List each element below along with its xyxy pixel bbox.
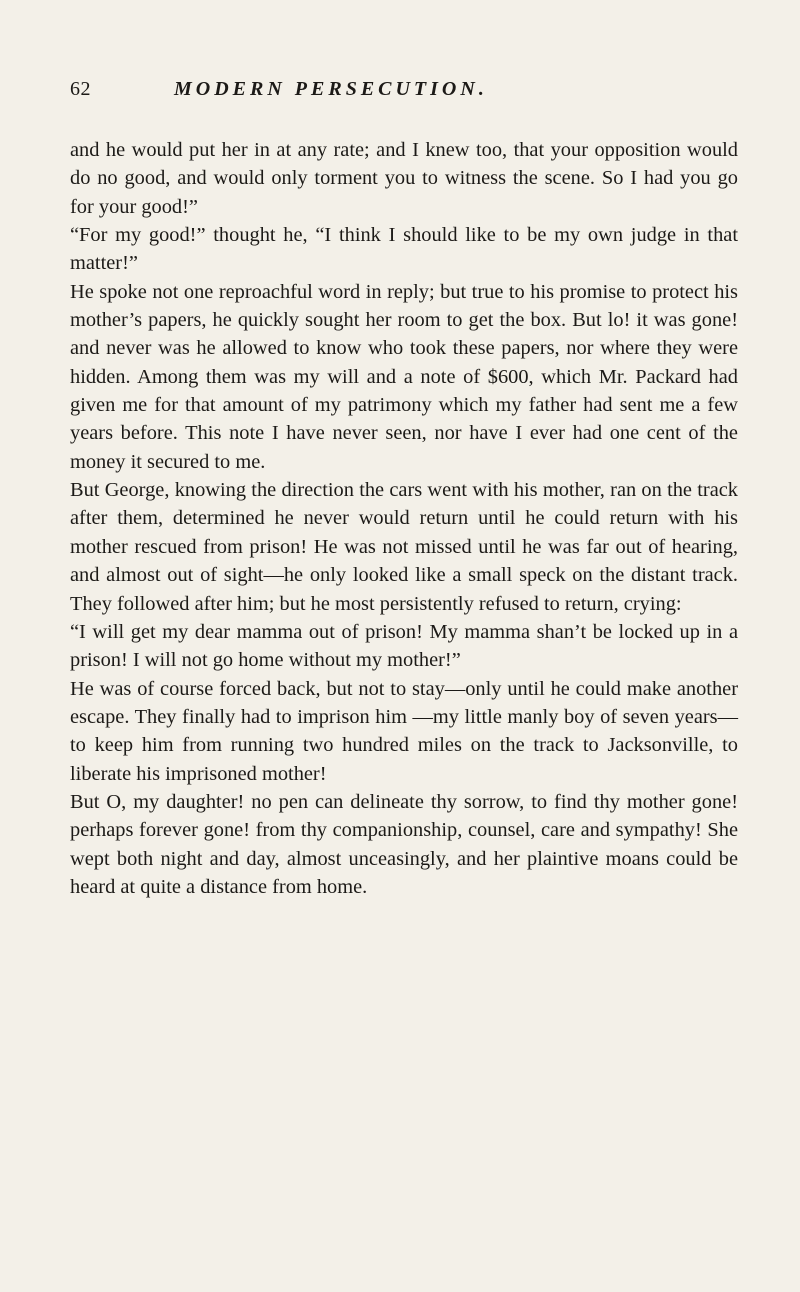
paragraph: He was of course forced back, but not to stay—only until he could make another escape. They finally had to imprison him —my little manly boy of seven years—to keep him from running two hundred miles on the track to Jacksonville, to liberate his imprisoned mother!	[70, 677, 738, 785]
body-text	[70, 136, 738, 901]
paragraph: He spoke not one reproachful word in reply; but true to his promise to protect his mother’s papers, he quickly sought her room to get the box. But lo! it was gone! and never was he allowed to know who took these papers, nor where they were hidden. Among them was my will and a note of $600, which Mr. Packard had given me for that amount of my patrimony which my father had sent me a few years before. This note I have never seen, nor have I ever had one cent of the money it secured to me.	[70, 280, 738, 473]
paragraph: But O, my daughter! no pen can delineate thy sorrow, to find thy mother gone! perhaps forever gone! from thy companionship, counsel, care and sympathy! She wept both night and day, almost unceasingly, and her plaintive moans could be heard at quite a distance from home.	[70, 790, 738, 898]
running-head	[70, 78, 738, 102]
running-title: MODERN PERSECUTION.	[174, 78, 488, 100]
paragraph: But George, knowing the direction the cars went with his mother, ran on the track after them, determined he never would return until he could return with his mother rescued from prison! He was not missed until he was far out of hearing, and almost out of sight—he only looked like a small speck on the distant track. They followed after him; but he most persistently refused to return, crying:	[70, 479, 738, 615]
page-number: 62	[70, 78, 91, 100]
paragraph: and he would put her in at any rate; and I knew too, that your opposition would do no good, and would only torment you to witness the scene. So I had you go for your good!”	[70, 139, 738, 218]
paragraph: “I will get my dear mamma out of prison! My mamma shan’t be locked up in a prison! I will not go home without my mother!”	[70, 620, 738, 672]
paragraph: “For my good!” thought he, “I think I should like to be my own judge in that matter!”	[70, 224, 738, 275]
